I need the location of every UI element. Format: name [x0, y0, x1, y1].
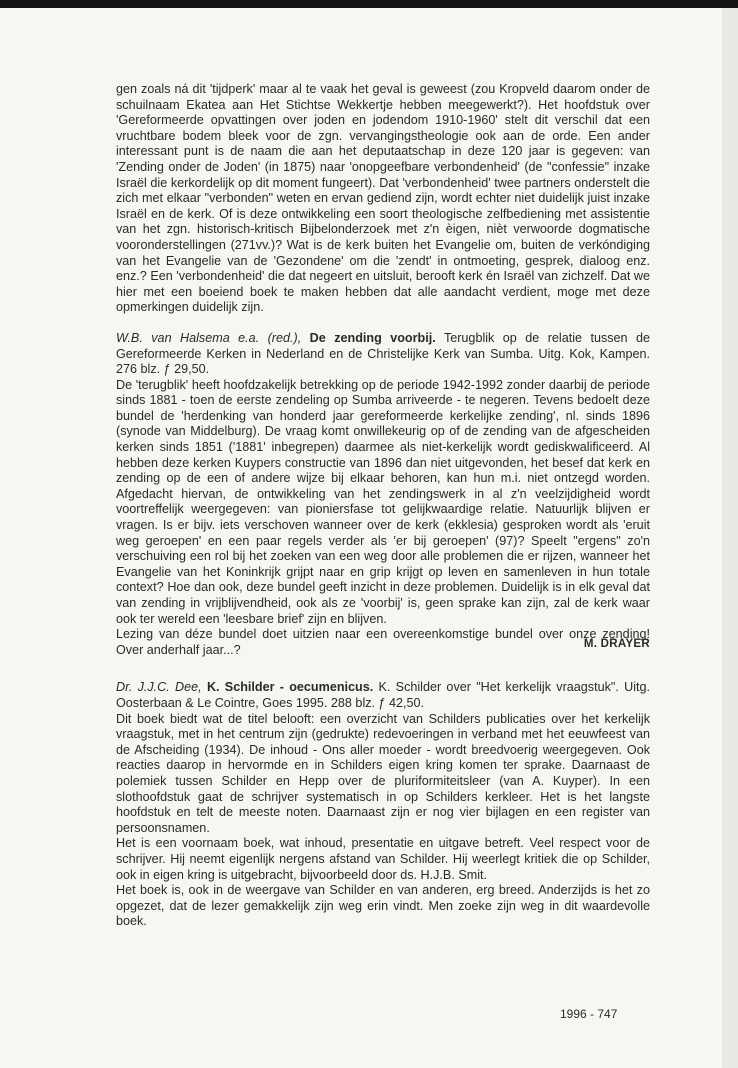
review-schilder-heading — [116, 680, 650, 711]
review-body-paragraph: Dit boek biedt wat de titel belooft: een overzicht van Schilders publicaties over het kerkelijk vraagstuk, met in het centrum zijn (gedrukte) redevoeringen in verband met het eeuwfeest van de Afscheiding (1934). De inhoud - Ons aller moeder - wordt breedvoerig weergegeven. Ook reacties daarop in hervormde en in Schilders eigen kring komen ter sprake. Daarnaast de polemiek tussen Schilder en Hepp over de pluriformiteitsleer (van A. Kuyper). In een slothoofdstuk gaat de schrijver systematisch in op Schilders kerkleer. Het is het langste hoofdstuk en telt de meeste noten. Daarnaast zijn er nog vier bijlagen en een register van persoonsnamen. — [116, 711, 650, 835]
review-closing-paragraph — [116, 627, 650, 658]
book-title: De zending voorbij. — [309, 330, 436, 345]
review-body-paragraph: De 'terugblik' heeft hoofdzakelijk betrekking op de periode 1942-1992 zonder daarbij de periode sinds 1881 - toen de eerste zendeling op Sumba arriveerde - te negeren. Tevens bedoelt deze bundel de 'herdenking van honderd jaar gereformeerde kerkelijke zending', nl. sinds 1896 (synode van Middelburg). De vraag komt onwillekeurig op of de zending van de afgescheiden kerken sinds 1851 ('1881' inbegrepen) daarmee als niet-kerkelijk wordt gediskwalificeerd. Al hebben deze kerken Kuypers constructie van 1896 dan niet uitgevonden, het besef dat kerk en zending op de een of andere wijze bij elkaar behoren, kan hun m.i. niet ontzegd worden. Afgedacht hiervan, de ontwikkeling van het zendingswerk in al z'n veelzijdigheid wordt voortreffelijk weergegeven: van pioniersfase tot gelijkwaardige relatie. Natuurlijk blijven er vragen. Is er bijv. iets verschoven wanneer over de kerk (ekklesia) gesproken wordt als 'eruit weg geroepen' en een paar regels verder als 'er bij geroepen' (97)? Speelt "ergens" zo'n verschuiving een rol bij het zoeken van een weg door alle problemen die er rijzen, wanneer het Evangelie van het Koninkrijk grijpt naar en grip krijgt op leven en samenleven in hun totale context? Hoe dan ook, deze bundel geeft inzicht in deze problemen. Duidelijk is in elk geval dat van zending in vrijblijvendheid, ook als ze 'voorbij' is, geen sprake kan zijn, zal de kerk waar ook ter wereld een 'leesbare brief' zijn en blijven. — [116, 377, 650, 626]
reviewer-signature: M. DRAYER — [583, 638, 650, 651]
review-body-paragraph: Het is een voornaam boek, wat inhoud, presentatie en uitgave betreft. Veel respect voor de schrijver. Hij neemt eigenlijk nergens afstand van Schilder. Hij weerlegt kritiek die op Schilder, ook in eigen kring is uitgebracht, bijvoorbeeld door ds. H.J.B. Smit. — [116, 836, 650, 882]
text-column — [116, 82, 650, 930]
book-title: K. Schilder - oecumenicus. — [206, 680, 374, 695]
review-body-paragraph: Het boek is, ook in de weergave van Schilder en van anderen, erg breed. Anderzijds is het zo opgezet, dat de lezer gemakkelijk zijn weg erin vindt. Men zoeke zijn weg in dit waardevolle boek. — [116, 883, 650, 929]
review-continuation-paragraph: gen zoals ná dit 'tijdperk' maar al te vaak het geval is geweest (zou Kropveld daarom onder de schuilnaam Ekatea aan Het Stichtse Wekkertje hebben meegewerkt?). Het hoofdstuk over 'Gereformeerde opvattingen over joden en jodendom 1910-1960' stelt dit verschil dat een vruchtbare bodem bleek voor de zgn. vervangingstheologie ook aan de orde. Een ander interessant punt is de naam die aan het deputaatschap in deze 120 jaar is gegeven: van 'Zending onder de Joden' (in 1875) naar 'onopgeefbare verbondenheid' (de "confessie" inzake Israël die kerkordelijk op dit moment fungeert). Dat 'verbondenheid' twee partners onderstelt die zich met elkaar "verbonden" weten en ervan gediend zijn, wordt echter niet duidelijk juist inzake Israël en de kerk. Of is deze ontwikkeling een soort theologische zelfbediening met assistentie van het zgn. historisch-kritisch Bijbelonderzoek met z'n èigen, nièt verwoorde dogmatische vooronderstellingen (271vv.)? Wat is de kerk buiten het Evangelie om, buiten de verkóndiging van het Evangelie van de 'Gezondene' om die 'zendt' in ontmoeting, gesprek, dialoog enz. enz.? Een 'verbondenheid' die dat negeert en uitsluit, berooft kerk én Israël van zichzelf. Dat we hier met een boeiend boek te maken hebben dat alle aandacht verdient, moge met deze opmerkingen duidelijk zijn. — [116, 82, 650, 315]
review-zending-voorbij-heading — [116, 331, 650, 378]
page-number: 1996 - 747 — [560, 1007, 618, 1021]
review-authors: W.B. van Halsema e.a. (red.), — [116, 330, 302, 345]
scan-top-border — [0, 0, 738, 8]
review-authors: Dr. J.J.C. Dee, — [116, 680, 202, 695]
page-edge — [722, 8, 738, 1068]
bibliographic-info: Terugblik op de relatie tussen de Gereformeerde Kerken in Nederland en de Christelijke Kerk van Sumba. Uitg. Kok, Kampen. 276 blz. ƒ 29,50. — [116, 330, 651, 377]
bibliographic-info: K. Schilder over "Het kerkelijk vraagstuk". Uitg. Oosterbaan & Le Cointre, Goes 1995. 288 blz. ƒ 42,50. — [116, 680, 651, 710]
closing-text: Lezing van déze bundel doet uitzien naar een overeenkomstige bundel over onze zending! Over anderhalf jaar...? — [116, 627, 650, 657]
